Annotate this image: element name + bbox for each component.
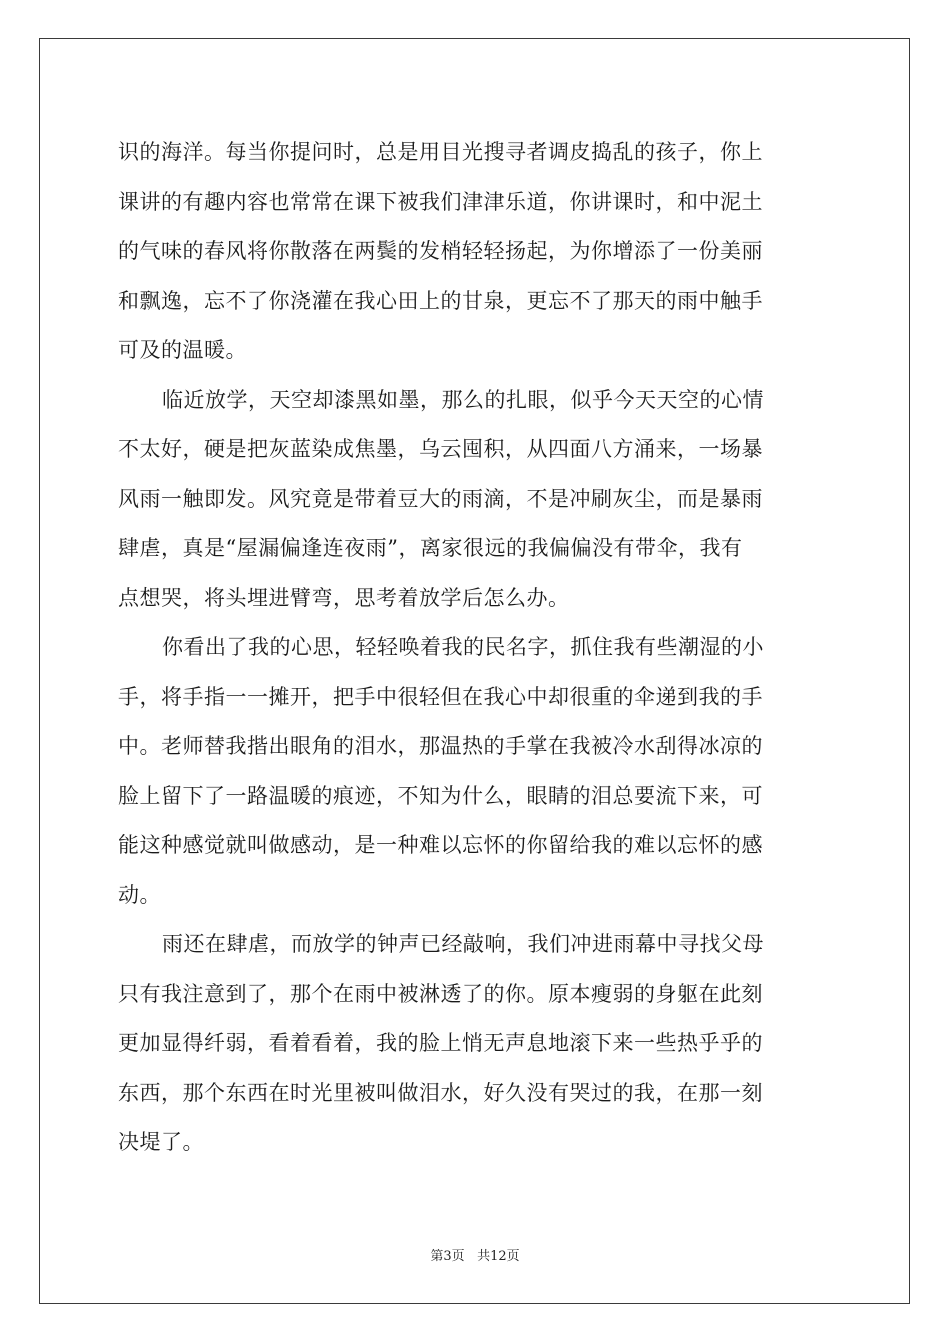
text-line: 临近放学，天空却漆黑如墨，那么的扎眼，似乎今天天空的心情 <box>162 387 764 412</box>
page-total: 共12页 <box>477 1249 520 1264</box>
text-line: 东西，那个东西在时光里被叫做泪水，好久没有哭过的我，在那一刻 <box>118 1080 763 1105</box>
text-line: 不太好，硬是把灰蓝染成焦墨，乌云囤积，从四面八方涌来，一场暴 <box>118 437 763 461</box>
text-line: 动。 <box>118 882 161 907</box>
text-line: 可及的温暖。 <box>118 338 247 362</box>
paragraph <box>118 920 834 1168</box>
text-line: 风雨一触即发。风究竟是带着豆大的雨滴，不是冲刷灰尘，而是暴雨 <box>118 486 763 511</box>
text-line: 识的海洋。每当你提问时，总是用目光搜寻者调皮捣乱的孩子，你上 <box>118 140 763 164</box>
footer-gap <box>465 1249 477 1264</box>
document-body <box>118 128 834 1168</box>
paragraph <box>118 376 834 624</box>
text-line: 能这种感觉就叫做感动，是一种难以忘怀的你留给我的难以忘怀的感 <box>118 833 763 857</box>
page-footer <box>0 1245 950 1264</box>
paragraph <box>118 623 834 920</box>
text-line: 的气味的春风将你散落在两鬓的发梢轻轻扬起，为你增添了一份美丽 <box>118 239 763 263</box>
text-line: 课讲的有趣内容也常常在课下被我们津津乐道，你讲课时，和中泥土 <box>118 189 763 214</box>
text-line: 手，将手指一一摊开，把手中很轻但在我心中却很重的伞递到我的手 <box>118 684 763 709</box>
text-line: 脸上留下了一路温暖的痕迹，不知为什么，眼睛的泪总要流下来，可 <box>118 783 763 808</box>
text-line: 雨还在肆虐，而放学的钟声已经敲响，我们冲进雨幕中寻找父母 <box>162 932 764 956</box>
text-line: 点想哭，将头埋进臂弯，思考着放学后怎么办。 <box>118 585 570 610</box>
text-line: 决堤了。 <box>118 1130 204 1154</box>
paragraph <box>118 128 834 376</box>
text-line: 中。老师替我揩出眼角的泪水，那温热的手掌在我被冷水刮得冰凉的 <box>118 734 763 758</box>
text-line: 只有我注意到了，那个在雨中被淋透了的你。原本瘦弱的身躯在此刻 <box>118 981 763 1006</box>
text-line: 更加显得纤弱，看着看着，我的脸上悄无声息地滚下来一些热乎乎的 <box>118 1031 763 1055</box>
text-line: 和飘逸，忘不了你浇灌在我心田上的甘泉，更忘不了那天的雨中触手 <box>118 288 763 313</box>
text-line: 你看出了我的心思，轻轻唤着我的民名字，抓住我有些潮湿的小 <box>162 635 764 659</box>
page-number: 第3页 <box>430 1249 465 1264</box>
text-line: 肆虐，真是“屋漏偏逢连夜雨”，离家很远的我偏偏没有带伞，我有 <box>118 536 743 560</box>
